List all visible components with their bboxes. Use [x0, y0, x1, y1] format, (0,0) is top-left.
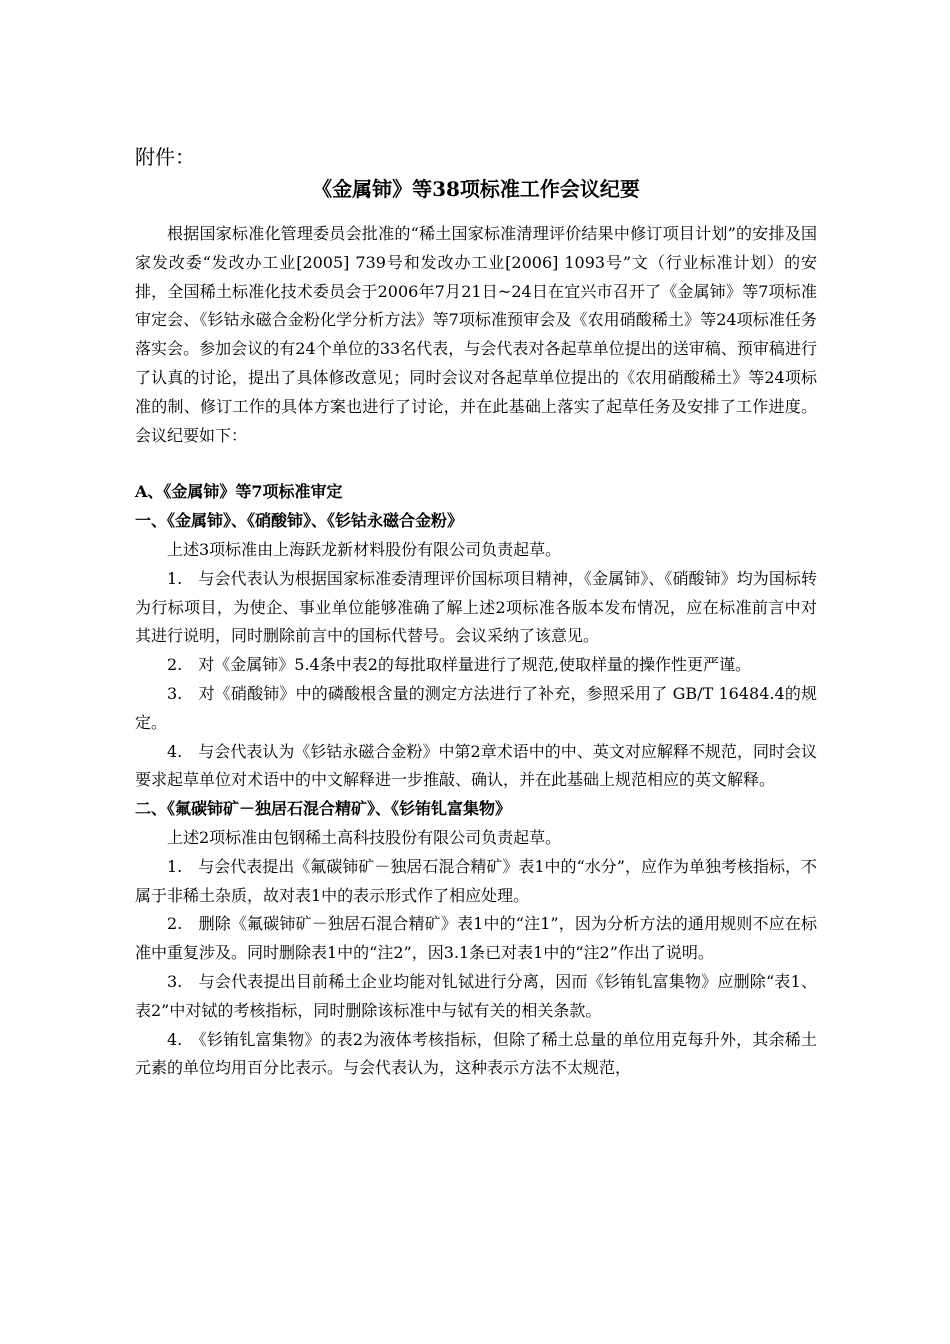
document-body [135, 142, 817, 1083]
part1-heading: 一、《金属铈》、《硝酸铈》、《钐钴永磁合金粉》 [135, 511, 464, 531]
part1-item-4: 4. 与会代表认为《钐钴永磁合金粉》中第2章术语中的中、英文对应解释不规范，同时会议要求起草单位对术语中的中文解释进一步推敲、确认，并在此基础上规范相应的英文解释。 [135, 741, 817, 790]
attachment-label: 附件： [135, 145, 195, 169]
section-a-heading: A、《金属铈》等7项标准审定 [135, 482, 343, 502]
paragraph-gap [135, 450, 817, 478]
part1-item-2: 2. 对《金属铈》5.4条中表2的每批取样量进行了规范,使取样量的操作性更严谨。 [167, 655, 751, 675]
document-title: 《金属铈》等38项标准工作会议纪要 [312, 177, 640, 201]
part1-lead: 上述3项标准由上海跃龙新材料股份有限公司负责起草。 [167, 539, 562, 559]
part2-item-4: 4. 《钐铕钆富集物》的表2为液体考核指标，但除了稀土总量的单位用克每升外，其余稀土元素的单位均用百分比表示。与会代表认为，这种表示方法不太规范， [135, 1029, 817, 1078]
part1-item-1: 1. 与会代表认为根据国家标准委清理评价国标项目精神，《金属铈》、《硝酸铈》均为国标转为行标项目，为使企、事业单位能够准确了解上述2项标准各版本发布情况，应在标准前言中对其进行说明，同时删除前言中的国标代替号。会议采纳了该意见。 [135, 568, 817, 646]
intro-paragraph: 根据国家标准化管理委员会批准的“稀土国家标准清理评价结果中修订项目计划”的安排及国家发改委“发改办工业[2005] 739号和发改办工业[2006] 1093号”文（行业标准计划）的安排，全国稀土标准化技术委员会于2006年7月21日~24日在宜兴市召开了《金属铈》等7项标准审定会、《钐钴永磁合金粉化学分析方法》等7项标准预审会及《农用硝酸稀土》等24项标准任务落实会。参加会议的有24个单位的33名代表，与会代表对各起草单位提出的送审稿、预审稿进行了认真的讨论，提出了具体修改意见；同时会议对各起草单位提出的《农用硝酸稀土》等24项标准的制、修订工作的具体方案也进行了讨论，并在此基础上落实了起草任务及安排了工作进度。会议纪要如下： [135, 224, 817, 445]
part2-item-2: 2. 删除《氟碳铈矿－独居石混合精矿》表1中的“注1”，因为分析方法的通用规则不应在标准中重复涉及。同时删除表1中的“注2”，因3.1条已对表1中的“注2”作出了说明。 [135, 914, 817, 963]
part2-lead: 上述2项标准由包钢稀土高科技股份有限公司负责起草。 [167, 827, 562, 847]
part2-heading: 二、《氟碳铈矿－独居石混合精矿》、《钐铕钆富集物》 [135, 799, 512, 819]
part1-item-3: 3. 对《硝酸铈》中的磷酸根含量的测定方法进行了补充，参照采用了 GB/T 16484.4的规定。 [135, 683, 817, 732]
part2-item-1: 1. 与会代表提出《氟碳铈矿－独居石混合精矿》表1中的“水分”，应作为单独考核指标，不属于非稀土杂质，故对表1中的表示形式作了相应处理。 [135, 856, 817, 905]
part2-item-3: 3. 与会代表提出目前稀土企业均能对钆铽进行分离，因而《钐铕钆富集物》应删除“表1、表2”中对铽的考核指标，同时删除该标准中与铽有关的相关条款。 [135, 971, 817, 1020]
